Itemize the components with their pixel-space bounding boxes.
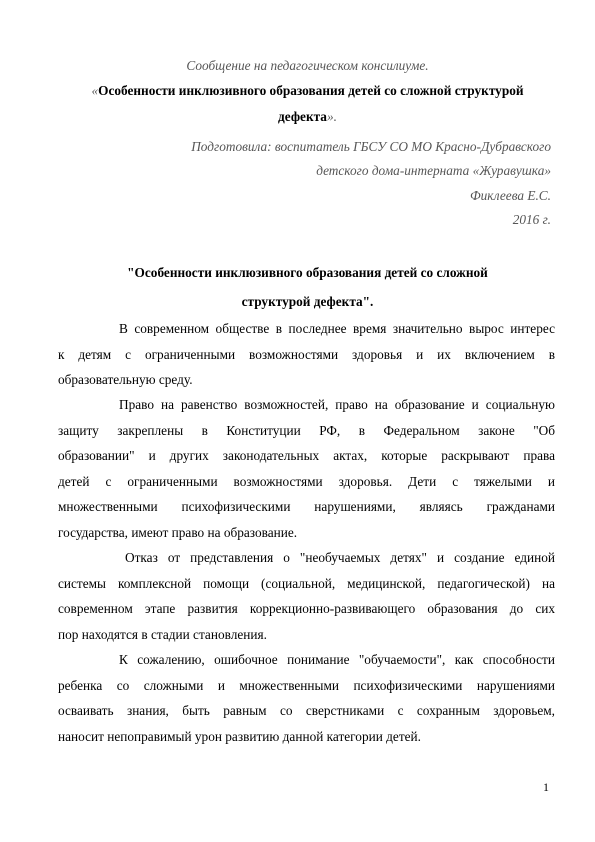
paragraph-line: государства, имеют право на образование. (58, 524, 298, 540)
paragraph-1 (58, 316, 555, 393)
quote-open: « (91, 83, 99, 98)
paragraph-line: образовательную среду. (58, 372, 193, 387)
paragraph-line: ребенка со сложными и множественными психофизическими нарушениями (58, 677, 555, 693)
paragraph-line: К сожалению, ошибочное понимание "обучаемости", как способности (119, 652, 555, 667)
author-line-1: Подготовила: воспитатель ГБСУ СО МО Красно-Дубравского (191, 139, 551, 154)
paragraph-line: защиту закреплены в Конституции РФ, в Федеральном законе "Об (58, 422, 555, 438)
quote-close: ». (326, 109, 337, 124)
header-title-bold-1: Особенности инклюзивного образования детей со сложной структурой (98, 83, 524, 98)
page-number: 1 (543, 780, 549, 794)
paragraph-4 (58, 647, 555, 749)
paragraph-line: наносит непоправимый урон развитию данной категории детей. (58, 728, 421, 744)
paragraph-line: Отказ от представления о "необучаемых детях" и создание единой (125, 550, 555, 565)
paragraph-line: Право на равенство возможностей, право на образование и социальную (119, 397, 555, 412)
header-title-line-1 (60, 82, 555, 100)
paragraph-line: образовании" и других законодательных актах, которые раскрывают права (58, 448, 555, 463)
header-line-1: Сообщение на педагогическом консилиуме. (186, 58, 429, 73)
year: 2016 г. (512, 212, 551, 227)
paragraph-line: осваивать знания, быть равным со сверстниками с сохранным здоровьем, (58, 703, 555, 718)
header-title-line-2 (60, 108, 555, 126)
paragraph-line: к детям с ограниченными возможностями здоровья и их включением в (58, 346, 555, 362)
header-title-bold-2: дефекта (278, 109, 327, 124)
paragraph-line: детей с ограниченными возможностями здоровья. Дети с тяжелыми и (58, 473, 555, 489)
paragraph-line: системы комплексной помощи (социальной, медицинской, педагогической) на (58, 575, 555, 591)
paragraph-line: В современном обществе в последнее время значительно вырос интерес (119, 321, 555, 336)
author-line-2: детского дома-интерната «Журавушка» (316, 163, 551, 178)
paragraph-line: современном этапе развития коррекционно-развивающего образования до сих (58, 601, 555, 616)
paragraph-line: пор находятся в стадии становления. (58, 626, 267, 642)
paragraph-line: множественными психофизическими нарушениями, являясь гражданами (58, 499, 555, 514)
paragraph-2 (58, 392, 555, 545)
title-line-1: "Особенности инклюзивного образования детей со сложной (127, 265, 488, 280)
paragraph-3 (58, 545, 555, 647)
title-line-2: структурой дефекта". (241, 294, 374, 309)
author-name: Фиклеева Е.С. (469, 188, 551, 203)
